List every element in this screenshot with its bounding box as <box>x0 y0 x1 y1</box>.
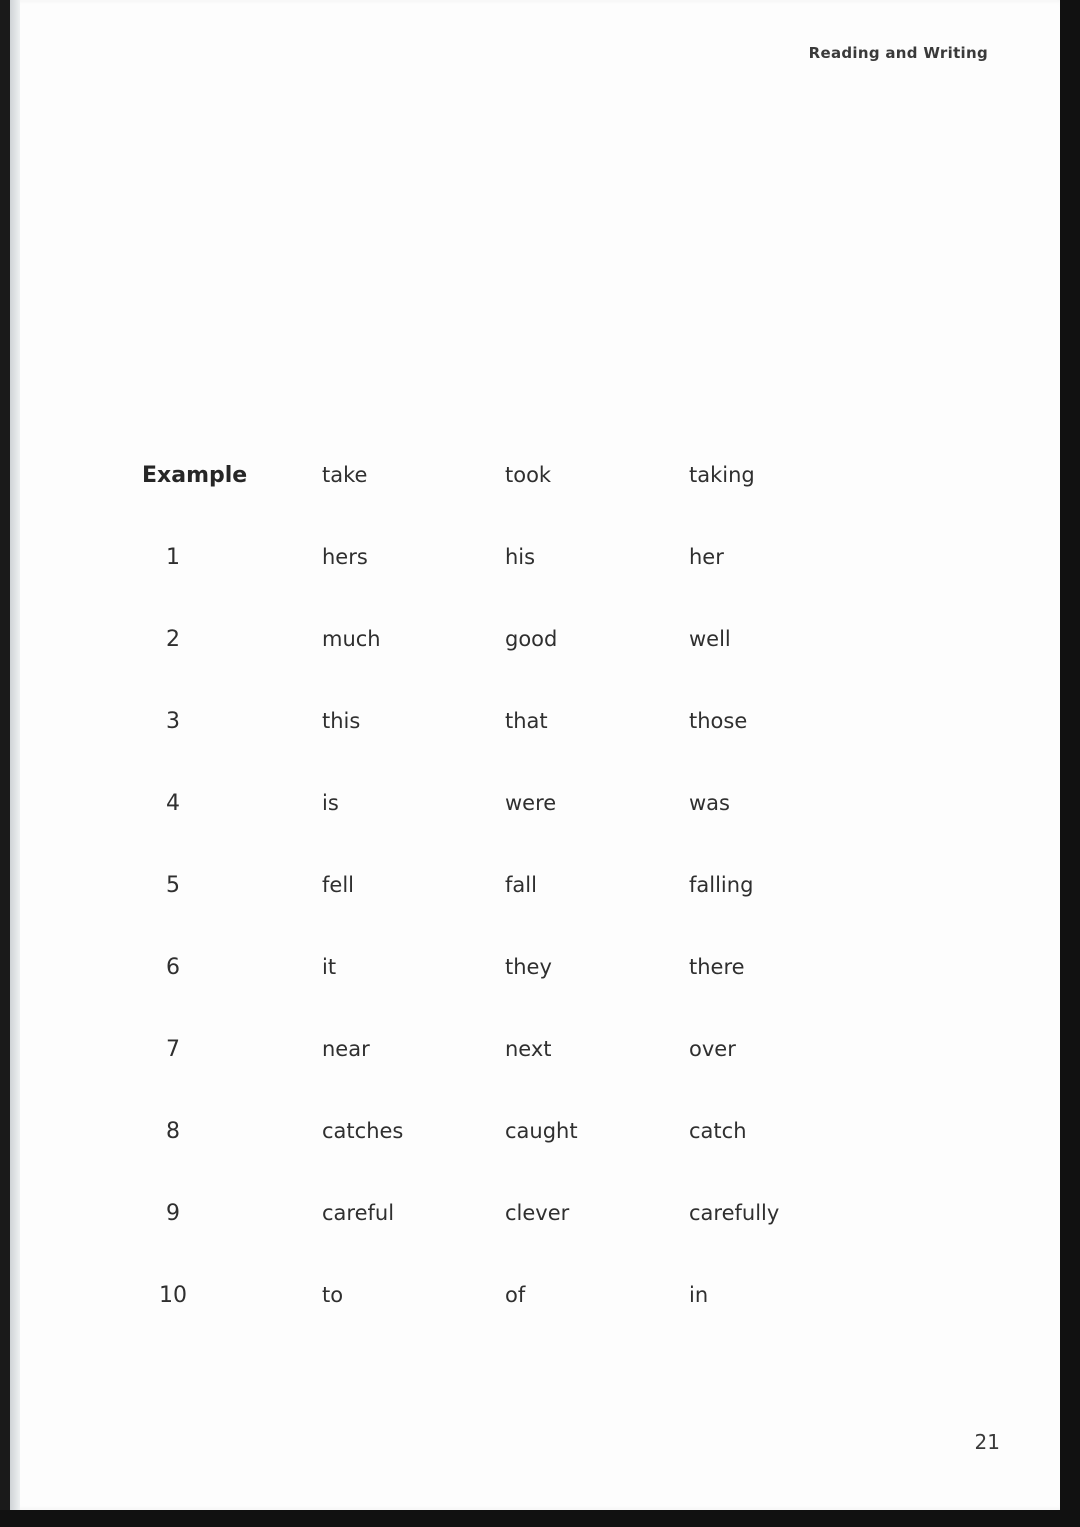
word-option: those <box>689 709 748 733</box>
word-option: good <box>505 627 558 651</box>
word-option: careful <box>322 1201 395 1225</box>
table-row <box>10 955 1060 995</box>
section-header: Reading and Writing <box>808 44 988 62</box>
row-number: 7 <box>166 1037 180 1062</box>
word-option: hers <box>322 545 368 569</box>
word-option: take <box>322 463 368 487</box>
word-option: catch <box>689 1119 747 1143</box>
word-option: to <box>322 1283 344 1307</box>
table-row <box>10 545 1060 585</box>
table-row-example <box>10 463 1060 503</box>
word-option: his <box>505 545 536 569</box>
row-number: 6 <box>166 955 180 980</box>
word-option: near <box>322 1037 370 1061</box>
table-row <box>10 627 1060 667</box>
word-option: taking <box>689 463 755 487</box>
row-number: 10 <box>159 1283 187 1308</box>
word-option: is <box>322 791 339 815</box>
table-row <box>10 709 1060 749</box>
word-option: that <box>505 709 548 733</box>
word-option: clever <box>505 1201 570 1225</box>
row-number: 8 <box>166 1119 180 1144</box>
row-number: 9 <box>166 1201 180 1226</box>
table-row <box>10 1037 1060 1077</box>
word-option: were <box>505 791 557 815</box>
table-row <box>10 873 1060 913</box>
page-number: 21 <box>974 1430 1000 1454</box>
word-option: took <box>505 463 552 487</box>
word-option: carefully <box>689 1201 780 1225</box>
word-option: much <box>322 627 381 651</box>
word-option: next <box>505 1037 552 1061</box>
scan-border-right <box>1060 0 1080 1527</box>
row-number: 4 <box>166 791 180 816</box>
row-number: 5 <box>166 873 180 898</box>
table-row <box>10 1283 1060 1323</box>
word-option: of <box>505 1283 526 1307</box>
word-option: catches <box>322 1119 404 1143</box>
word-option: in <box>689 1283 709 1307</box>
scan-border-bottom <box>0 1510 1080 1527</box>
word-option: her <box>689 545 724 569</box>
word-option: was <box>689 791 730 815</box>
word-option: it <box>322 955 337 979</box>
word-option: there <box>689 955 745 979</box>
table-row <box>10 791 1060 831</box>
word-option: fell <box>322 873 354 897</box>
table-row <box>10 1201 1060 1241</box>
row-number: 1 <box>166 545 180 570</box>
row-number: 2 <box>166 627 180 652</box>
word-option: falling <box>689 873 754 897</box>
row-number: 3 <box>166 709 180 734</box>
word-option: caught <box>505 1119 578 1143</box>
table-row <box>10 1119 1060 1159</box>
word-option: well <box>689 627 731 651</box>
word-option: this <box>322 709 361 733</box>
word-option: fall <box>505 873 537 897</box>
row-label: Example <box>142 463 248 488</box>
word-option: over <box>689 1037 736 1061</box>
word-option: they <box>505 955 552 979</box>
workbook-page <box>10 0 1060 1510</box>
